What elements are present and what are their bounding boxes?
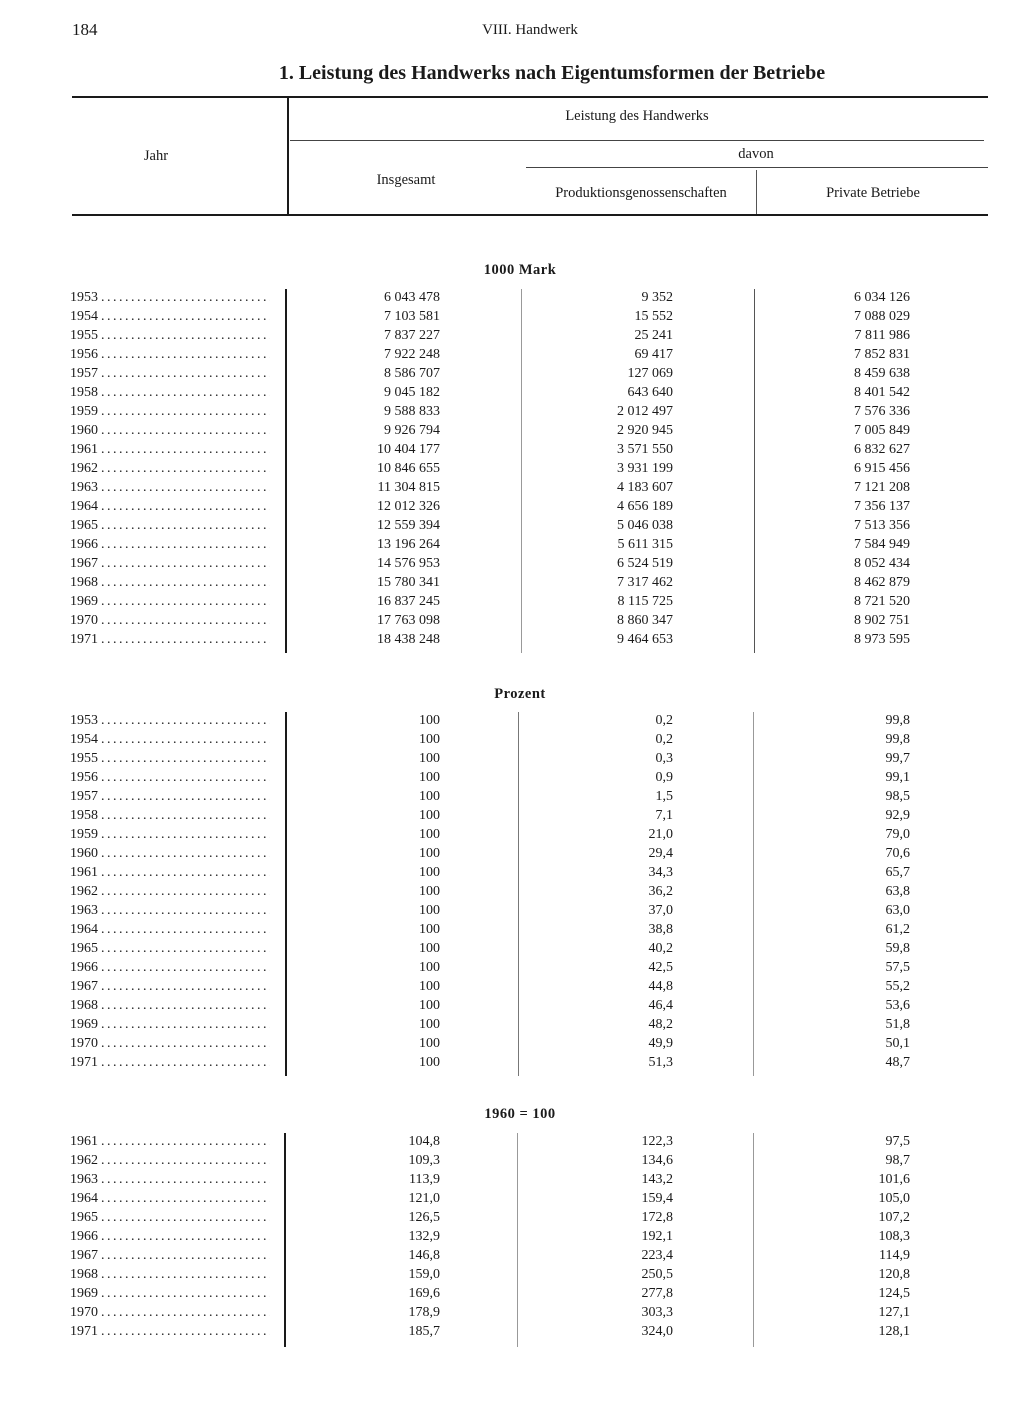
private-cell: 7 356 137	[854, 499, 910, 514]
year-cell: 1970 . . .	[70, 1305, 270, 1321]
pg-cell: 25 241	[634, 328, 673, 343]
year-cell: 1962 . . .	[70, 1153, 270, 1169]
table-row	[0, 960, 1024, 979]
year-cell: 1966 . . .	[70, 960, 270, 976]
table-row	[0, 537, 1024, 556]
table-row	[0, 1324, 1024, 1343]
table-row	[0, 518, 1024, 537]
private-cell: 61,2	[885, 922, 910, 937]
pg-cell: 0,2	[655, 732, 673, 747]
year-cell: 1964 . . .	[70, 499, 270, 515]
year-cell: 1958 . . .	[70, 808, 270, 824]
private-cell: 53,6	[885, 998, 910, 1013]
total-cell: 18 438 248	[377, 632, 440, 647]
pg-cell: 46,4	[648, 998, 673, 1013]
pg-cell: 1,5	[655, 789, 673, 804]
total-cell: 100	[419, 732, 440, 747]
year-cell: 1959 . . .	[70, 827, 270, 843]
table-row	[0, 632, 1024, 651]
table-row	[0, 385, 1024, 404]
year-cell: 1966 . . .	[70, 1229, 270, 1245]
total-cell: 9 926 794	[384, 423, 440, 438]
year-cell: 1968 . . .	[70, 575, 270, 591]
total-cell: 7 922 248	[384, 347, 440, 362]
year-cell: 1961 . . .	[70, 865, 270, 881]
table-row	[0, 499, 1024, 518]
table-row	[0, 808, 1024, 827]
private-cell: 7 121 208	[854, 480, 910, 495]
pg-cell: 127 069	[627, 366, 673, 381]
total-cell: 100	[419, 979, 440, 994]
pg-cell: 192,1	[641, 1229, 673, 1244]
table-row	[0, 903, 1024, 922]
pg-cell: 36,2	[648, 884, 673, 899]
total-cell: 104,8	[408, 1134, 440, 1149]
pg-cell: 9 464 653	[617, 632, 673, 647]
year-cell: 1961 . . .	[70, 442, 270, 458]
total-cell: 100	[419, 865, 440, 880]
year-cell: 1960 . . .	[70, 846, 270, 862]
year-cell: 1967 . . .	[70, 979, 270, 995]
year-cell: 1956 . . .	[70, 770, 270, 786]
private-cell: 7 513 356	[854, 518, 910, 533]
table-row	[0, 442, 1024, 461]
table-row	[0, 461, 1024, 480]
total-cell: 169,6	[408, 1286, 440, 1301]
total-cell: 100	[419, 789, 440, 804]
year-cell: 1957 . . .	[70, 366, 270, 382]
private-cell: 7 811 986	[854, 328, 910, 343]
year-cell: 1971 . . .	[70, 1324, 270, 1340]
pg-cell: 38,8	[648, 922, 673, 937]
pg-cell: 134,6	[641, 1153, 673, 1168]
table-row	[0, 404, 1024, 423]
total-cell: 9 588 833	[384, 404, 440, 419]
pg-cell: 48,2	[648, 1017, 673, 1032]
year-cell: 1969 . . .	[70, 1286, 270, 1302]
table-row	[0, 1305, 1024, 1324]
private-cell: 63,8	[885, 884, 910, 899]
table-row	[0, 556, 1024, 575]
section-title: 1000 Mark	[483, 262, 557, 278]
table-row	[0, 594, 1024, 613]
private-cell: 114,9	[879, 1248, 910, 1263]
private-cell: 55,2	[885, 979, 910, 994]
total-cell: 10 846 655	[377, 461, 440, 476]
pg-cell: 49,9	[648, 1036, 673, 1051]
table-row	[0, 1055, 1024, 1074]
total-cell: 126,5	[408, 1210, 440, 1225]
private-cell: 7 852 831	[854, 347, 910, 362]
pg-cell: 4 656 189	[617, 499, 673, 514]
pg-cell: 122,3	[641, 1134, 673, 1149]
year-cell: 1965 . . .	[70, 941, 270, 957]
year-cell: 1963 . . .	[70, 903, 270, 919]
year-cell: 1963 . . .	[70, 1172, 270, 1188]
private-cell: 128,1	[878, 1324, 910, 1339]
table-row	[0, 713, 1024, 732]
private-cell: 6 915 456	[854, 461, 910, 476]
header-top-rule	[72, 96, 988, 98]
pg-cell: 7 317 462	[617, 575, 673, 590]
private-cell: 57,5	[885, 960, 910, 975]
table-row	[0, 328, 1024, 347]
pg-cell: 0,2	[655, 713, 673, 728]
year-cell: 1971 . . .	[70, 1055, 270, 1071]
pg-cell: 29,4	[648, 846, 673, 861]
pg-cell: 51,3	[648, 1055, 673, 1070]
total-cell: 100	[419, 960, 440, 975]
pg-cell: 0,9	[655, 770, 673, 785]
pg-cell: 223,4	[641, 1248, 673, 1263]
total-cell: 185,7	[408, 1324, 440, 1339]
table-row	[0, 922, 1024, 941]
table-row	[0, 290, 1024, 309]
year-cell: 1963 . . .	[70, 480, 270, 496]
table-row	[0, 770, 1024, 789]
year-cell: 1961 . . .	[70, 1134, 270, 1150]
private-cell: 98,5	[885, 789, 910, 804]
table-title: 1. Leistung des Handwerks nach Eigentumsformen der Betriebe	[278, 62, 826, 84]
private-cell: 97,5	[885, 1134, 910, 1149]
total-cell: 100	[419, 1055, 440, 1070]
header-group-label: Leistung des Handwerks	[565, 108, 709, 124]
table-row	[0, 732, 1024, 751]
year-cell: 1957 . . .	[70, 789, 270, 805]
private-cell: 59,8	[885, 941, 910, 956]
private-cell: 7 576 336	[854, 404, 910, 419]
pg-cell: 3 931 199	[617, 461, 673, 476]
year-cell: 1970 . . .	[70, 1036, 270, 1052]
total-cell: 121,0	[408, 1191, 440, 1206]
private-cell: 99,8	[885, 732, 910, 747]
pg-cell: 34,3	[648, 865, 673, 880]
year-cell: 1965 . . .	[70, 518, 270, 534]
pg-cell: 5 611 315	[617, 537, 673, 552]
page-number: 184	[72, 20, 98, 39]
pg-cell: 37,0	[648, 903, 673, 918]
table-row	[0, 827, 1024, 846]
private-cell: 8 902 751	[854, 613, 910, 628]
year-cell: 1953 . . .	[70, 713, 270, 729]
header-divider-year	[287, 98, 289, 214]
total-cell: 14 576 953	[377, 556, 440, 571]
header-pg-label: Produktionsgenossenschaften	[555, 185, 727, 201]
year-cell: 1968 . . .	[70, 998, 270, 1014]
year-cell: 1962 . . .	[70, 884, 270, 900]
private-cell: 92,9	[885, 808, 910, 823]
total-cell: 100	[419, 713, 440, 728]
table-row	[0, 1286, 1024, 1305]
total-cell: 159,0	[408, 1267, 440, 1282]
pg-cell: 15 552	[634, 309, 673, 324]
year-cell: 1967 . . .	[70, 556, 270, 572]
total-cell: 100	[419, 903, 440, 918]
pg-cell: 643 640	[627, 385, 673, 400]
private-cell: 6 034 126	[854, 290, 910, 305]
private-cell: 107,2	[878, 1210, 910, 1225]
private-cell: 98,7	[885, 1153, 910, 1168]
private-cell: 124,5	[878, 1286, 910, 1301]
table-row	[0, 423, 1024, 442]
private-cell: 79,0	[885, 827, 910, 842]
total-cell: 109,3	[408, 1153, 440, 1168]
pg-cell: 40,2	[648, 941, 673, 956]
total-cell: 146,8	[408, 1248, 440, 1263]
pg-cell: 2 012 497	[617, 404, 673, 419]
pg-cell: 5 046 038	[617, 518, 673, 533]
total-cell: 100	[419, 884, 440, 899]
private-cell: 99,1	[885, 770, 910, 785]
pg-cell: 159,4	[641, 1191, 673, 1206]
private-cell: 50,1	[885, 1036, 910, 1051]
header-bottom-rule	[72, 214, 988, 216]
pg-cell: 42,5	[648, 960, 673, 975]
private-cell: 120,8	[878, 1267, 910, 1282]
total-cell: 16 837 245	[377, 594, 440, 609]
pg-cell: 3 571 550	[617, 442, 673, 457]
pg-cell: 21,0	[648, 827, 673, 842]
table-row	[0, 884, 1024, 903]
private-cell: 99,8	[885, 713, 910, 728]
table-row	[0, 1248, 1024, 1267]
private-cell: 105,0	[878, 1191, 910, 1206]
table-row	[0, 941, 1024, 960]
total-cell: 100	[419, 1036, 440, 1051]
header-total-label: Insgesamt	[376, 172, 436, 188]
total-cell: 100	[419, 1017, 440, 1032]
table-row	[0, 575, 1024, 594]
year-cell: 1962 . . .	[70, 461, 270, 477]
year-cell: 1971 . . .	[70, 632, 270, 648]
section-title: 1960 = 100	[484, 1106, 556, 1122]
private-cell: 8 052 434	[854, 556, 910, 571]
table-row	[0, 846, 1024, 865]
year-cell: 1954 . . .	[70, 309, 270, 325]
total-cell: 132,9	[408, 1229, 440, 1244]
table-row	[0, 1229, 1024, 1248]
total-cell: 9 045 182	[384, 385, 440, 400]
year-cell: 1967 . . .	[70, 1248, 270, 1264]
table-row	[0, 1153, 1024, 1172]
year-cell: 1970 . . .	[70, 613, 270, 629]
pg-cell: 6 524 519	[617, 556, 673, 571]
private-cell: 8 462 879	[854, 575, 910, 590]
private-cell: 127,1	[878, 1305, 910, 1320]
pg-cell: 0,3	[655, 751, 673, 766]
year-cell: 1969 . . .	[70, 594, 270, 610]
table-row	[0, 309, 1024, 328]
year-cell: 1954 . . .	[70, 732, 270, 748]
pg-cell: 143,2	[641, 1172, 673, 1187]
private-cell: 7 088 029	[854, 309, 910, 324]
pg-cell: 324,0	[641, 1324, 673, 1339]
pg-cell: 303,3	[641, 1305, 673, 1320]
table-row	[0, 480, 1024, 499]
private-cell: 51,8	[885, 1017, 910, 1032]
table-row	[0, 347, 1024, 366]
table-row	[0, 1191, 1024, 1210]
table-row	[0, 1172, 1024, 1191]
table-row	[0, 1017, 1024, 1036]
private-cell: 8 459 638	[854, 366, 910, 381]
pg-cell: 172,8	[641, 1210, 673, 1225]
private-cell: 65,7	[885, 865, 910, 880]
pg-cell: 44,8	[648, 979, 673, 994]
year-cell: 1960 . . .	[70, 423, 270, 439]
year-cell: 1953 . . .	[70, 290, 270, 306]
private-cell: 63,0	[885, 903, 910, 918]
total-cell: 12 012 326	[377, 499, 440, 514]
total-cell: 12 559 394	[377, 518, 440, 533]
table-row	[0, 1210, 1024, 1229]
pg-cell: 2 920 945	[617, 423, 673, 438]
private-cell: 6 832 627	[854, 442, 910, 457]
private-cell: 70,6	[885, 846, 910, 861]
table-row	[0, 865, 1024, 884]
total-cell: 113,9	[409, 1172, 440, 1187]
year-cell: 1965 . . .	[70, 1210, 270, 1226]
total-cell: 100	[419, 846, 440, 861]
table-row	[0, 979, 1024, 998]
running-head: VIII. Handwerk	[482, 22, 578, 38]
total-cell: 7 103 581	[384, 309, 440, 324]
header-divider-davon	[756, 170, 757, 214]
total-cell: 100	[419, 998, 440, 1013]
header-davon-rule	[526, 167, 988, 168]
year-cell: 1958 . . .	[70, 385, 270, 401]
header-davon-label: davon	[738, 146, 774, 162]
private-cell: 8 721 520	[854, 594, 910, 609]
table-row	[0, 1267, 1024, 1286]
pg-cell: 277,8	[641, 1286, 673, 1301]
total-cell: 178,9	[408, 1305, 440, 1320]
pg-cell: 69 417	[634, 347, 673, 362]
year-cell: 1959 . . .	[70, 404, 270, 420]
year-cell: 1955 . . .	[70, 751, 270, 767]
table-row	[0, 789, 1024, 808]
pg-cell: 7,1	[655, 808, 673, 823]
private-cell: 108,3	[878, 1229, 910, 1244]
pg-cell: 4 183 607	[617, 480, 673, 495]
header-private-label: Private Betriebe	[826, 185, 920, 201]
year-cell: 1964 . . .	[70, 922, 270, 938]
total-cell: 11 304 815	[377, 480, 440, 495]
total-cell: 17 763 098	[377, 613, 440, 628]
table-row	[0, 613, 1024, 632]
private-cell: 8 401 542	[854, 385, 910, 400]
table-row	[0, 751, 1024, 770]
total-cell: 100	[419, 827, 440, 842]
private-cell: 48,7	[885, 1055, 910, 1070]
total-cell: 6 043 478	[384, 290, 440, 305]
total-cell: 100	[419, 751, 440, 766]
total-cell: 100	[419, 941, 440, 956]
header-year-label: Jahr	[143, 148, 169, 164]
pg-cell: 9 352	[641, 290, 673, 305]
year-cell: 1956 . . .	[70, 347, 270, 363]
total-cell: 100	[419, 922, 440, 937]
year-cell: 1964 . . .	[70, 1191, 270, 1207]
table-row	[0, 366, 1024, 385]
private-cell: 7 005 849	[854, 423, 910, 438]
pg-cell: 250,5	[641, 1267, 673, 1282]
private-cell: 101,6	[878, 1172, 910, 1187]
total-cell: 8 586 707	[384, 366, 440, 381]
table-row	[0, 1134, 1024, 1153]
table-row	[0, 1036, 1024, 1055]
total-cell: 100	[419, 770, 440, 785]
year-cell: 1955 . . .	[70, 328, 270, 344]
pg-cell: 8 115 725	[617, 594, 673, 609]
private-cell: 99,7	[885, 751, 910, 766]
private-cell: 8 973 595	[854, 632, 910, 647]
year-cell: 1966 . . .	[70, 537, 270, 553]
year-cell: 1968 . . .	[70, 1267, 270, 1283]
total-cell: 10 404 177	[377, 442, 440, 457]
table-row	[0, 998, 1024, 1017]
total-cell: 100	[419, 808, 440, 823]
year-cell: 1969 . . .	[70, 1017, 270, 1033]
total-cell: 7 837 227	[384, 328, 440, 343]
private-cell: 7 584 949	[854, 537, 910, 552]
header-group-rule	[290, 140, 984, 141]
total-cell: 15 780 341	[377, 575, 440, 590]
pg-cell: 8 860 347	[617, 613, 673, 628]
total-cell: 13 196 264	[377, 537, 440, 552]
section-title: Prozent	[494, 686, 546, 702]
